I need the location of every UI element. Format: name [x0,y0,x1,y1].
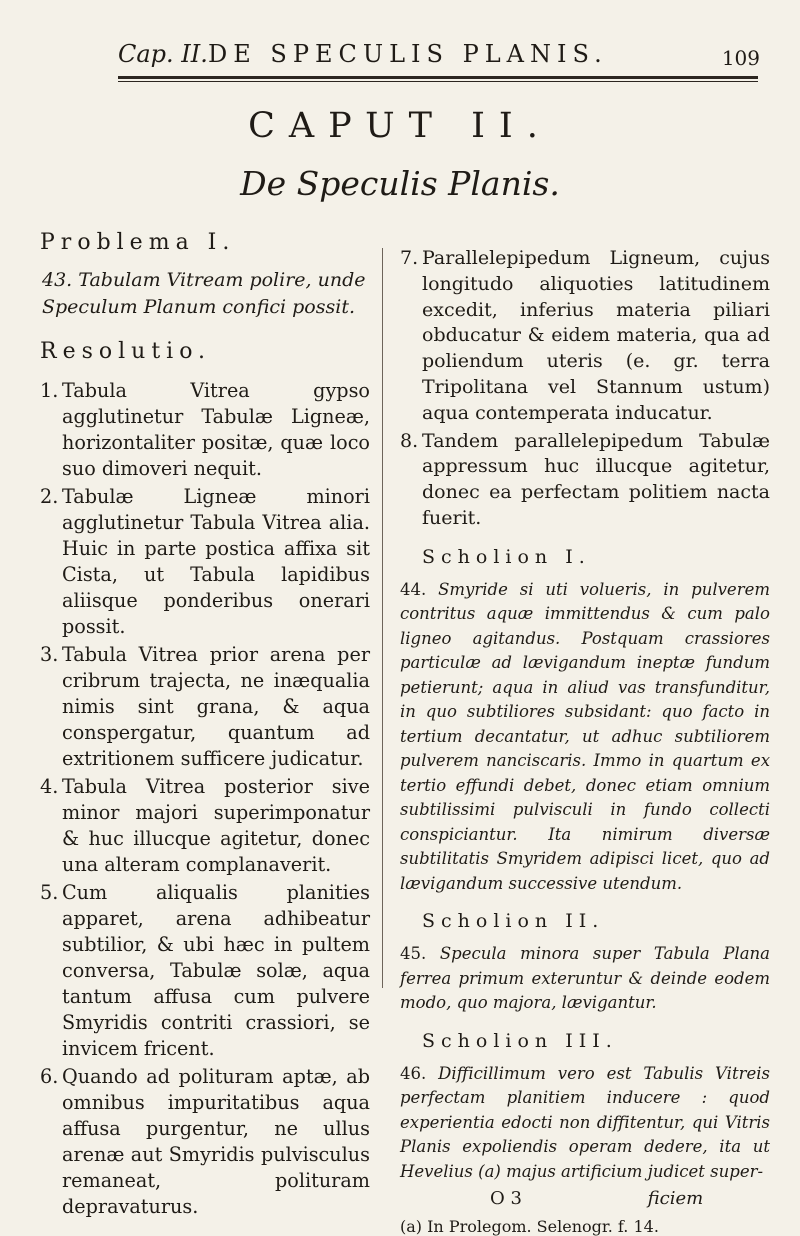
scholion-heading: Scholion III. [422,1029,618,1052]
resolutio-heading: Resolutio. [40,339,212,364]
chapter-subtitle: De Speculis Planis. [240,164,560,203]
resolutio-item: 4. Tabula Vitrea posterior sive minor majori superimponatur & huc illucque agitetur, donec una alteram complanaverit. [40,775,370,876]
scholion-text: 45. Specula minora super Tabula Plana ferrea primum exteruntur & deinde eodem modo, quo majora, lævigantur. [400,944,771,1013]
scholion-text: 46. Difficillimum vero est Tabulis Vitreis perfectam planitiem inducere : quod experientia edocti non diffitentur, qui Vitris Planis expoliendis operam dedere, ita ut Hevelius (a) majus artificium judicet super- [400,1063,770,1181]
chapter-title: CAPUT II. [248,106,552,146]
scholion-text: 44. Smyride si uti volueris, in pulverem contritus aquæ immittendus & cum palo ligneo agitandus. Postquam crassiores particulæ ad lævigandum ineptæ fundum petierunt; aqua in aliud vas transfunditur, in quo subtiliores subsidant: quo facto in tertium decantatur, ut adhuc subtiliorem pulverem nanciscaris. Immo in quartum ex tertio effundi debet, donec etiam omnium subtilissimi pulvisculi in fundo collecti conspiciantur. Ita nimirum diversæ subtilitatis Smyridem adipisci licet, quo ad lævigandum successive utendum. [400,579,770,893]
resolutio-item: 8. Tandem parallelepipedum Tabulæ appressum huc illucque agitetur, donec ea perfectam politiem nacta fuerit. [400,429,770,529]
resolutio-item: 5. Cum aliqualis planities apparet, arena adhibeatur subtilior, & ubi hæc in pultem conversa, Tabulæ solæ, aqua tantum affusa cum pulvere Smyridis contriti crassiori, se invicem fricent. [40,881,370,1060]
running-title: DE SPECULIS PLANIS. [208,40,608,68]
resolutio-item: 6. Quando ad polituram aptæ, ab omnibus impuritatibus aqua affusa purgentur, ne ullus arenæ aut Smyridis pulvisculus remaneat, polituram depravaturus. [40,1065,370,1218]
problema-heading: Problema I. [40,230,236,255]
header-rule-thin [118,81,758,82]
header-rule [118,76,758,79]
column-divider [382,248,383,988]
footnote: (a) In Prolegom. Selenogr. f. 14. [400,1217,659,1236]
left-column [40,230,370,1222]
resolutio-item: 2. Tabulæ Ligneæ minori agglutinetur Tabula Vitrea alia. Huic in parte postica affixa sit Cista, ut Tabula lapidibus aliisque ponderibus onerari possit. [40,485,370,638]
running-header [118,34,760,74]
scholion-heading: Scholion I. [422,545,591,568]
resolutio-item: 7. Parallelepipedum Ligneum, cujus longitudo aliquoties latitudinem excedit, inferius materia piliari obducatur & eidem materia, qua ad poliendum uteris (e. gr. terra Tripolitana vel Stannum ustum) aqua contemperata inducatur. [400,247,770,424]
catchword: ficiem [647,1188,704,1210]
right-column [400,246,770,1236]
resolutio-item: 1. Tabula Vitrea gypso agglutinetur Tabulæ Ligneæ, horizontaliter positæ, quæ loco suo dimoveri nequit. [40,379,370,480]
scholion-heading: Scholion II. [422,910,605,933]
page-number: 109 [721,46,760,70]
chapter-label: Cap. II. [118,40,208,68]
problema-statement: 43. Tabulam Vitream polire, unde Speculum Planum confici possit. [42,269,366,318]
signature-line [400,1188,770,1209]
resolutio-item: 3. Tabula Vitrea prior arena per cribrum trajecta, ne inæqualia nimis sint grana, & aqua conspergatur, quantum ad extritionem sufficere judicatur. [40,643,370,770]
signature-mark: O 3 [490,1188,522,1210]
